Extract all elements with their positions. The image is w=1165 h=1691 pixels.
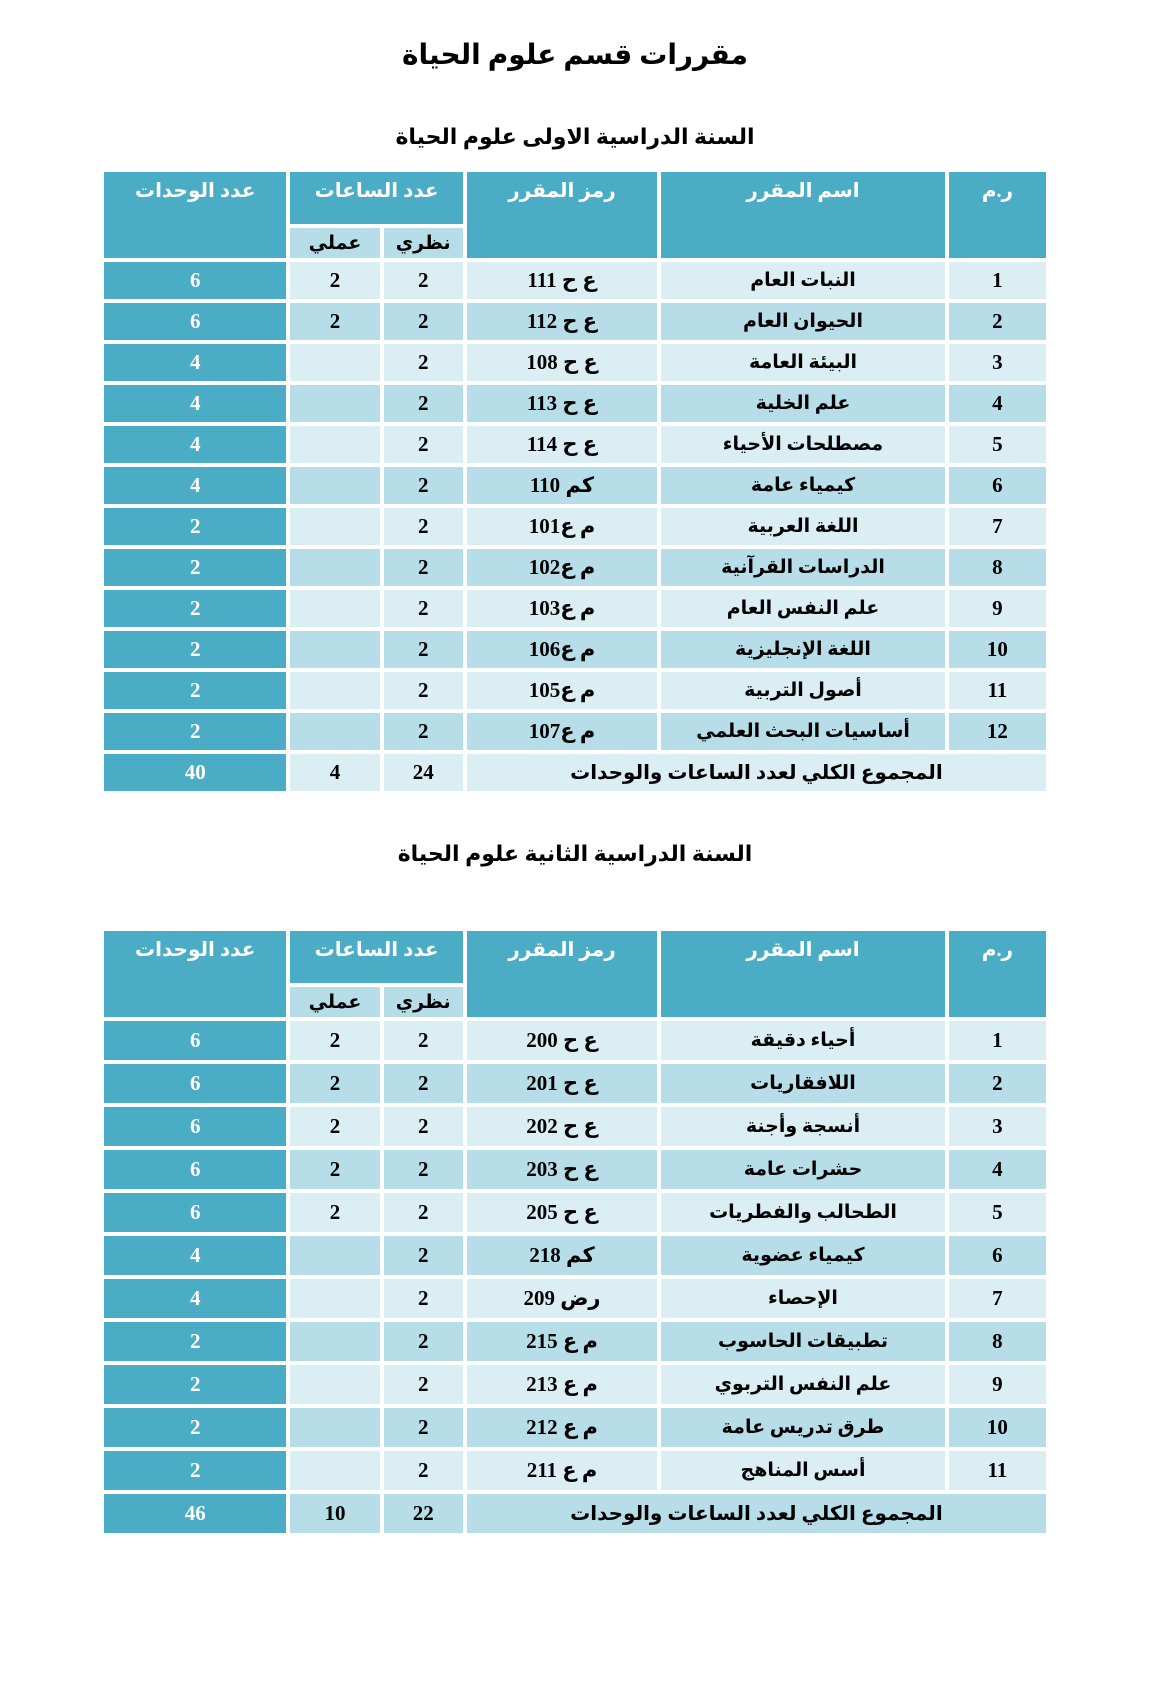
year-2-subtitle: السنة الدراسية الثانية علوم الحياة (397, 841, 753, 866)
units-value-cell: 4 (104, 1279, 286, 1318)
units-value-cell: 2 (104, 590, 286, 627)
practical-hours-cell (290, 713, 379, 750)
row-number-cell: 11 (949, 1451, 1046, 1490)
units-value-cell: 2 (104, 1451, 286, 1490)
practical-hours-cell (290, 1236, 379, 1275)
units-value-cell: 6 (104, 262, 286, 299)
table-row (104, 426, 1046, 463)
row-number-cell: 1 (949, 1021, 1046, 1060)
theory-hours-cell: 2 (384, 672, 463, 709)
theory-hours-cell: 2 (384, 1236, 463, 1275)
table-row (104, 590, 1046, 627)
row-number-cell: 5 (949, 426, 1046, 463)
header-row (104, 172, 1046, 224)
course-name-cell: حشرات عامة (661, 1150, 945, 1189)
table-row (104, 1150, 1046, 1189)
theory-hours-cell: 2 (384, 1193, 463, 1232)
course-name-cell: تطبيقات الحاسوب (661, 1322, 945, 1361)
subheader-theory: نظري (384, 987, 463, 1017)
practical-hours-cell (290, 426, 379, 463)
course-code-cell: ع ح 205 (467, 1193, 657, 1232)
header-row (104, 931, 1046, 983)
course-code-cell: ع ح 203 (467, 1150, 657, 1189)
subheader-practical: عملي (290, 228, 379, 258)
table-row (104, 1236, 1046, 1275)
theory-hours-cell: 2 (384, 426, 463, 463)
units-value-cell: 2 (104, 672, 286, 709)
table-row (104, 1365, 1046, 1404)
units-value-cell: 4 (104, 1236, 286, 1275)
total-label-cell: المجموع الكلي لعدد الساعات والوحدات (467, 1494, 1046, 1533)
course-name-cell: كيمياء عضوية (661, 1236, 945, 1275)
table-row (104, 1107, 1046, 1146)
practical-hours-cell: 2 (290, 1193, 379, 1232)
course-name-cell: أنسجة وأجنة (661, 1107, 945, 1146)
units-value-cell: 6 (104, 1150, 286, 1189)
course-code-cell: كم 110 (467, 467, 657, 504)
course-code-cell: م ع101 (467, 508, 657, 545)
course-name-cell: الحيوان العام (661, 303, 945, 340)
row-number-cell: 3 (949, 344, 1046, 381)
course-code-cell: م ع 211 (467, 1451, 657, 1490)
theory-hours-cell: 2 (384, 1150, 463, 1189)
course-name-cell: علم الخلية (661, 385, 945, 422)
total-practical-cell: 4 (290, 754, 379, 791)
table-row (104, 385, 1046, 422)
header-course-code: رمز المقرر (467, 172, 657, 258)
theory-hours-cell: 2 (384, 549, 463, 586)
year-1-subtitle: السنة الدراسية الاولى علوم الحياة (395, 124, 755, 149)
row-number-cell: 4 (949, 1150, 1046, 1189)
header-course-name: اسم المقرر (661, 931, 945, 1017)
table-row (104, 549, 1046, 586)
row-number-cell: 8 (949, 1322, 1046, 1361)
subheader-practical: عملي (290, 987, 379, 1017)
theory-hours-cell: 2 (384, 713, 463, 750)
theory-hours-cell: 2 (384, 1322, 463, 1361)
table-row (104, 1451, 1046, 1490)
units-value-cell: 2 (104, 1322, 286, 1361)
theory-hours-cell: 2 (384, 344, 463, 381)
theory-hours-cell: 2 (384, 1408, 463, 1447)
units-value-cell: 6 (104, 1193, 286, 1232)
practical-hours-cell (290, 672, 379, 709)
course-name-cell: أصول التربية (661, 672, 945, 709)
table-row (104, 1021, 1046, 1060)
course-code-cell: ع ح 111 (467, 262, 657, 299)
document-page (100, 38, 1050, 1537)
practical-hours-cell (290, 631, 379, 668)
practical-hours-cell: 2 (290, 303, 379, 340)
practical-hours-cell (290, 467, 379, 504)
total-theory-cell: 22 (384, 1494, 463, 1533)
table-row (104, 1322, 1046, 1361)
theory-hours-cell: 2 (384, 385, 463, 422)
table-row (104, 508, 1046, 545)
course-code-cell: م ع103 (467, 590, 657, 627)
practical-hours-cell: 2 (290, 1021, 379, 1060)
practical-hours-cell (290, 1408, 379, 1447)
course-name-cell: اللغة الإنجليزية (661, 631, 945, 668)
row-number-cell: 4 (949, 385, 1046, 422)
practical-hours-cell (290, 1451, 379, 1490)
practical-hours-cell (290, 549, 379, 586)
course-code-cell: م ع106 (467, 631, 657, 668)
table-row (104, 672, 1046, 709)
header-hours: عدد الساعات (290, 172, 462, 224)
subheader-theory: نظري (384, 228, 463, 258)
course-name-cell: طرق تدريس عامة (661, 1408, 945, 1447)
course-code-cell: ع ح 200 (467, 1021, 657, 1060)
course-code-cell: م ع 215 (467, 1322, 657, 1361)
course-name-cell: أسس المناهج (661, 1451, 945, 1490)
table-row (104, 344, 1046, 381)
units-value-cell: 2 (104, 508, 286, 545)
year-2-courses-table (100, 927, 1050, 1537)
row-number-cell: 3 (949, 1107, 1046, 1146)
practical-hours-cell (290, 344, 379, 381)
row-number-cell: 10 (949, 1408, 1046, 1447)
row-number-cell: 11 (949, 672, 1046, 709)
units-value-cell: 4 (104, 385, 286, 422)
course-name-cell: البيئة العامة (661, 344, 945, 381)
row-number-cell: 1 (949, 262, 1046, 299)
units-value-cell: 6 (104, 303, 286, 340)
course-code-cell: رض 209 (467, 1279, 657, 1318)
row-number-cell: 2 (949, 1064, 1046, 1103)
theory-hours-cell: 2 (384, 508, 463, 545)
row-number-cell: 8 (949, 549, 1046, 586)
header-course-code: رمز المقرر (467, 931, 657, 1017)
table-row (104, 303, 1046, 340)
row-number-cell: 9 (949, 1365, 1046, 1404)
units-value-cell: 4 (104, 426, 286, 463)
theory-hours-cell: 2 (384, 303, 463, 340)
course-name-cell: اللافقاريات (661, 1064, 945, 1103)
units-value-cell: 2 (104, 549, 286, 586)
theory-hours-cell: 2 (384, 262, 463, 299)
header-units: عدد الوحدات (104, 172, 286, 258)
practical-hours-cell (290, 508, 379, 545)
year-1-section (100, 124, 1050, 795)
course-code-cell: م ع102 (467, 549, 657, 586)
units-value-cell: 6 (104, 1021, 286, 1060)
row-number-cell: 9 (949, 590, 1046, 627)
course-name-cell: كيمياء عامة (661, 467, 945, 504)
theory-hours-cell: 2 (384, 1451, 463, 1490)
table-row (104, 631, 1046, 668)
header-units: عدد الوحدات (104, 931, 286, 1017)
theory-hours-cell: 2 (384, 1064, 463, 1103)
table-row (104, 713, 1046, 750)
theory-hours-cell: 2 (384, 1107, 463, 1146)
total-row (104, 754, 1046, 791)
course-code-cell: ع ح 201 (467, 1064, 657, 1103)
theory-hours-cell: 2 (384, 1021, 463, 1060)
total-practical-cell: 10 (290, 1494, 379, 1533)
total-theory-cell: 24 (384, 754, 463, 791)
total-row (104, 1494, 1046, 1533)
row-number-cell: 12 (949, 713, 1046, 750)
course-code-cell: ع ح 112 (467, 303, 657, 340)
practical-hours-cell: 2 (290, 1107, 379, 1146)
practical-hours-cell: 2 (290, 1150, 379, 1189)
row-number-cell: 6 (949, 467, 1046, 504)
theory-hours-cell: 2 (384, 1279, 463, 1318)
total-label-cell: المجموع الكلي لعدد الساعات والوحدات (467, 754, 1046, 791)
row-number-cell: 7 (949, 1279, 1046, 1318)
theory-hours-cell: 2 (384, 631, 463, 668)
course-name-cell: النبات العام (661, 262, 945, 299)
course-name-cell: الإحصاء (661, 1279, 945, 1318)
course-name-cell: الدراسات القرآنية (661, 549, 945, 586)
units-value-cell: 2 (104, 631, 286, 668)
theory-hours-cell: 2 (384, 590, 463, 627)
year-2-section (100, 841, 1050, 1537)
course-name-cell: علم النفس التربوي (661, 1365, 945, 1404)
practical-hours-cell (290, 590, 379, 627)
course-code-cell: م ع107 (467, 713, 657, 750)
units-value-cell: 2 (104, 1365, 286, 1404)
course-name-cell: أساسيات البحث العلمي (661, 713, 945, 750)
header-course-name: اسم المقرر (661, 172, 945, 258)
header-row-number: ر.م (949, 931, 1046, 1017)
table-row (104, 1064, 1046, 1103)
header-hours: عدد الساعات (290, 931, 462, 983)
course-code-cell: ع ح 108 (467, 344, 657, 381)
practical-hours-cell (290, 1365, 379, 1404)
total-units-cell: 46 (104, 1494, 286, 1533)
practical-hours-cell (290, 385, 379, 422)
units-value-cell: 2 (104, 713, 286, 750)
course-code-cell: ع ح 202 (467, 1107, 657, 1146)
table-row (104, 1279, 1046, 1318)
course-code-cell: ع ح 113 (467, 385, 657, 422)
year-1-courses-table (100, 168, 1050, 795)
units-value-cell: 4 (104, 467, 286, 504)
course-name-cell: أحياء دقيقة (661, 1021, 945, 1060)
course-code-cell: م ع105 (467, 672, 657, 709)
row-number-cell: 7 (949, 508, 1046, 545)
total-units-cell: 40 (104, 754, 286, 791)
table-row (104, 467, 1046, 504)
table-row (104, 1408, 1046, 1447)
row-number-cell: 6 (949, 1236, 1046, 1275)
page-title: مقررات قسم علوم الحياة (402, 40, 748, 71)
units-value-cell: 2 (104, 1408, 286, 1447)
row-number-cell: 5 (949, 1193, 1046, 1232)
units-value-cell: 4 (104, 344, 286, 381)
units-value-cell: 6 (104, 1107, 286, 1146)
course-name-cell: اللغة العربية (661, 508, 945, 545)
practical-hours-cell: 2 (290, 262, 379, 299)
course-code-cell: م ع 212 (467, 1408, 657, 1447)
row-number-cell: 10 (949, 631, 1046, 668)
theory-hours-cell: 2 (384, 1365, 463, 1404)
table-row (104, 1193, 1046, 1232)
practical-hours-cell: 2 (290, 1064, 379, 1103)
practical-hours-cell (290, 1279, 379, 1318)
course-name-cell: علم النفس العام (661, 590, 945, 627)
table-row (104, 262, 1046, 299)
course-code-cell: م ع 213 (467, 1365, 657, 1404)
theory-hours-cell: 2 (384, 467, 463, 504)
course-name-cell: مصطلحات الأحياء (661, 426, 945, 463)
header-row-number: ر.م (949, 172, 1046, 258)
course-name-cell: الطحالب والفطريات (661, 1193, 945, 1232)
course-code-cell: كم 218 (467, 1236, 657, 1275)
course-code-cell: ع ح 114 (467, 426, 657, 463)
practical-hours-cell (290, 1322, 379, 1361)
row-number-cell: 2 (949, 303, 1046, 340)
units-value-cell: 6 (104, 1064, 286, 1103)
